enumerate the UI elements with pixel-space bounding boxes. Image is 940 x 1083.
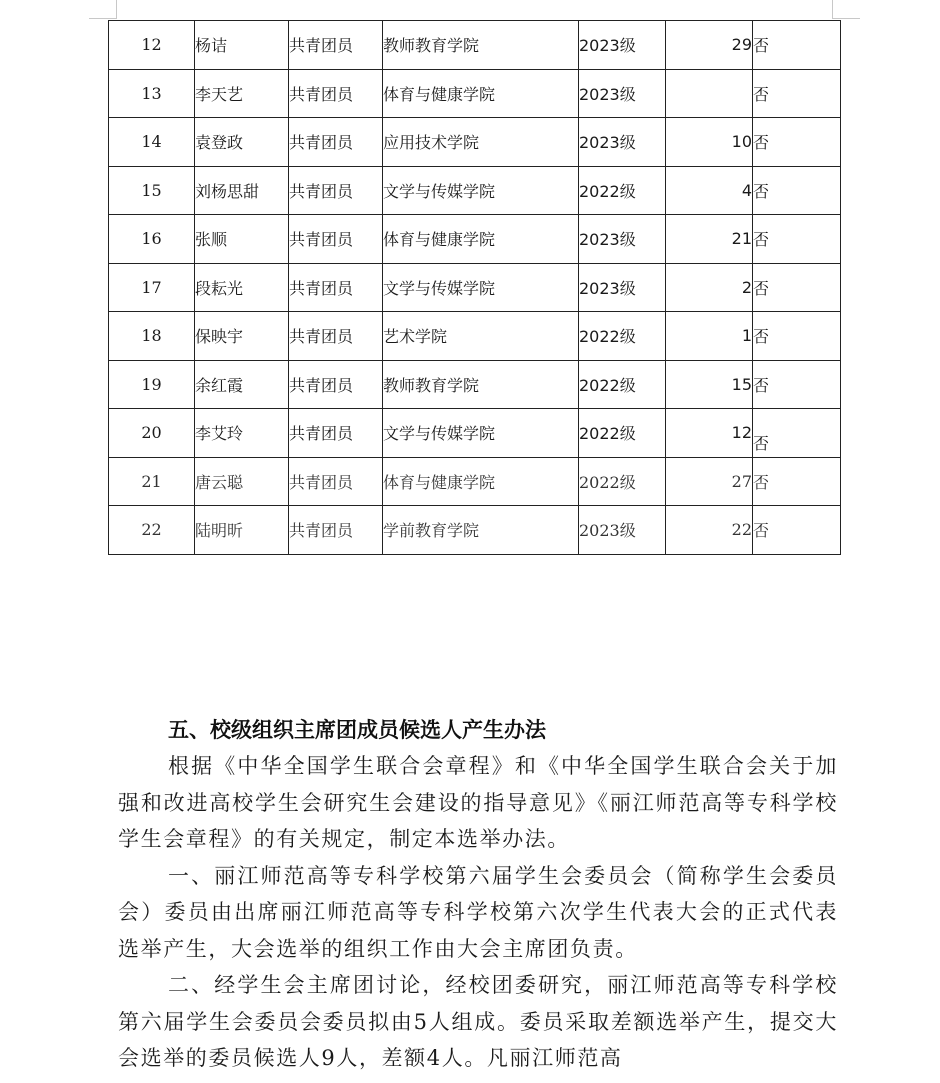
number-value-cell (666, 360, 753, 409)
row-number: 21 (141, 471, 162, 491)
student-name-cell (195, 215, 289, 264)
table-row (109, 166, 841, 215)
college-name: 体育与健康学院 (383, 84, 496, 104)
student-name: 陆明昕 (195, 521, 244, 541)
flag-value: 否 (753, 375, 770, 395)
row-number: 20 (141, 423, 162, 443)
political-status-cell (289, 409, 383, 458)
grade-year: 2023级 (579, 133, 636, 153)
student-name-cell (195, 263, 289, 312)
student-name-cell (195, 506, 289, 555)
flag-value: 否 (753, 84, 770, 104)
row-number-cell (109, 263, 195, 312)
college-name: 艺术学院 (383, 327, 448, 347)
number-value: 27 (731, 471, 752, 491)
page-corner-mark-left (89, 0, 117, 19)
row-number-cell (109, 312, 195, 361)
table-row (109, 409, 841, 458)
college-name-cell (383, 166, 579, 215)
grade-year: 2022级 (579, 472, 636, 492)
grade-year-cell (579, 166, 666, 215)
flag-value: 否 (753, 521, 770, 541)
flag-value-cell (753, 118, 841, 167)
grade-year-cell (579, 360, 666, 409)
number-value-cell (666, 312, 753, 361)
row-number-cell (109, 360, 195, 409)
number-value: 22 (731, 520, 752, 540)
grade-year-cell (579, 215, 666, 264)
college-name: 学前教育学院 (383, 521, 480, 541)
grade-year: 2023级 (579, 230, 636, 250)
flag-value-cell (753, 506, 841, 555)
grade-year: 2022级 (579, 327, 636, 347)
political-status: 共青团员 (289, 278, 354, 298)
student-name: 李艾玲 (195, 424, 244, 444)
political-status: 共青团员 (289, 327, 354, 347)
political-status-cell (289, 21, 383, 70)
college-name: 文学与传媒学院 (383, 424, 496, 444)
flag-value-cell (753, 215, 841, 264)
political-status-cell (289, 166, 383, 215)
student-name-cell (195, 69, 289, 118)
row-number: 14 (141, 132, 162, 152)
college-name: 教师教育学院 (383, 36, 480, 56)
row-number: 16 (141, 229, 162, 249)
political-status: 共青团员 (289, 84, 354, 104)
student-name-cell (195, 166, 289, 215)
political-status-cell (289, 215, 383, 264)
grade-year: 2023级 (579, 36, 636, 56)
grade-year-cell (579, 506, 666, 555)
number-value: 4 (741, 180, 752, 200)
college-name: 体育与健康学院 (383, 472, 496, 492)
college-name-cell (383, 409, 579, 458)
number-value-cell (666, 69, 753, 118)
row-number-cell (109, 69, 195, 118)
political-status-cell (289, 457, 383, 506)
row-number-cell (109, 409, 195, 458)
student-name-cell (195, 457, 289, 506)
political-status: 共青团员 (289, 424, 354, 444)
number-value-cell (666, 457, 753, 506)
college-name-cell (383, 21, 579, 70)
college-name-cell (383, 69, 579, 118)
flag-value-cell (753, 69, 841, 118)
row-number: 18 (141, 326, 162, 346)
row-number-cell (109, 21, 195, 70)
student-name: 唐云聪 (195, 472, 244, 492)
row-number: 22 (141, 520, 162, 540)
political-status-cell (289, 360, 383, 409)
political-status: 共青团员 (289, 36, 354, 56)
college-name-cell (383, 118, 579, 167)
flag-value-cell (753, 21, 841, 70)
college-name: 教师教育学院 (383, 375, 480, 395)
number-value: 12 (731, 423, 752, 443)
student-name: 段耘光 (195, 278, 244, 298)
flag-value: 否 (753, 472, 770, 492)
candidate-table-body (109, 21, 841, 555)
flag-value-cell (753, 263, 841, 312)
student-name: 刘杨思甜 (195, 181, 260, 201)
paragraph: 一、丽江师范高等专科学校第六届学生会委员会（简称学生会委员会）委员由出席丽江师范高等专科学校第六次学生代表大会的正式代表选举产生，大会选举的组织工作由大会主席团负责。 (118, 863, 838, 961)
political-status: 共青团员 (289, 472, 354, 492)
table-row (109, 21, 841, 70)
student-name: 杨诘 (195, 36, 228, 56)
row-number: 15 (141, 180, 162, 200)
flag-value: 否 (753, 434, 770, 454)
document-body (118, 712, 838, 1077)
grade-year: 2023级 (579, 84, 636, 104)
student-name: 袁登政 (195, 133, 244, 153)
number-value: 2 (741, 277, 752, 297)
number-value-cell (666, 21, 753, 70)
grade-year-cell (579, 409, 666, 458)
table-row (109, 263, 841, 312)
flag-value: 否 (753, 181, 770, 201)
table-row (109, 69, 841, 118)
number-value-cell (666, 118, 753, 167)
student-name: 保映宇 (195, 327, 244, 347)
table-row (109, 506, 841, 555)
grade-year: 2022级 (579, 181, 636, 201)
grade-year-cell (579, 69, 666, 118)
political-status-cell (289, 263, 383, 312)
row-number: 12 (141, 35, 162, 55)
college-name: 体育与健康学院 (383, 230, 496, 250)
number-value-cell (666, 166, 753, 215)
flag-value-cell (753, 457, 841, 506)
flag-value: 否 (753, 133, 770, 153)
grade-year: 2022级 (579, 375, 636, 395)
paragraph: 二、经学生会主席团讨论，经校团委研究，丽江师范高等专科学校第六届学生会委员会委员拟由5人组成。委员采取差额选举产生，提交大会选举的委员候选人9人，差额4人。凡丽江师范高 (118, 973, 838, 1070)
grade-year-cell (579, 263, 666, 312)
flag-value: 否 (753, 230, 770, 250)
candidate-table (108, 20, 841, 555)
grade-year: 2023级 (579, 278, 636, 298)
table-row (109, 215, 841, 264)
table-row (109, 360, 841, 409)
student-name-cell (195, 21, 289, 70)
flag-value-cell (753, 166, 841, 215)
grade-year-cell (579, 21, 666, 70)
political-status-cell (289, 506, 383, 555)
grade-year-cell (579, 118, 666, 167)
political-status: 共青团员 (289, 230, 354, 250)
number-value-cell (666, 506, 753, 555)
college-name: 文学与传媒学院 (383, 181, 496, 201)
college-name-cell (383, 312, 579, 361)
political-status: 共青团员 (289, 133, 354, 153)
college-name-cell (383, 215, 579, 264)
row-number-cell (109, 457, 195, 506)
college-name: 应用技术学院 (383, 133, 480, 153)
flag-value-cell (753, 312, 841, 361)
grade-year-cell (579, 457, 666, 506)
row-number-cell (109, 215, 195, 264)
flag-value-cell (753, 409, 841, 458)
row-number-cell (109, 118, 195, 167)
row-number-cell (109, 506, 195, 555)
college-name-cell (383, 457, 579, 506)
college-name-cell (383, 360, 579, 409)
number-value-cell (666, 263, 753, 312)
grade-year: 2023级 (579, 521, 636, 541)
student-name-cell (195, 409, 289, 458)
political-status-cell (289, 69, 383, 118)
number-value: 1 (741, 326, 752, 346)
table-row (109, 457, 841, 506)
number-value: 10 (731, 132, 752, 152)
number-value: 29 (731, 35, 752, 55)
grade-year-cell (579, 312, 666, 361)
student-name-cell (195, 312, 289, 361)
student-name: 余红霞 (195, 375, 244, 395)
student-name-cell (195, 118, 289, 167)
number-value-cell (666, 409, 753, 458)
page-corner-mark-right (832, 0, 860, 19)
college-name-cell (383, 506, 579, 555)
row-number-cell (109, 166, 195, 215)
row-number: 17 (141, 277, 162, 297)
section-heading: 五、校级组织主席团成员候选人产生办法 (168, 718, 546, 742)
table-row (109, 118, 841, 167)
political-status: 共青团员 (289, 181, 354, 201)
row-number: 13 (141, 83, 162, 103)
political-status: 共青团员 (289, 521, 354, 541)
row-number: 19 (141, 374, 162, 394)
flag-value: 否 (753, 278, 770, 298)
college-name-cell (383, 263, 579, 312)
paragraph: 根据《中华全国学生联合会章程》和《中华全国学生联合会关于加强和改进高校学生会研究生会建设的指导意见》《丽江师范高等专科学校学生会章程》的有关规定，制定本选举办法。 (118, 754, 838, 851)
student-name: 李天艺 (195, 84, 244, 104)
number-value: 15 (731, 374, 752, 394)
political-status-cell (289, 312, 383, 361)
number-value-cell (666, 215, 753, 264)
student-name: 张顺 (195, 230, 228, 250)
flag-value: 否 (753, 36, 770, 56)
flag-value-cell (753, 360, 841, 409)
political-status: 共青团员 (289, 375, 354, 395)
number-value: 21 (731, 229, 752, 249)
political-status-cell (289, 118, 383, 167)
flag-value: 否 (753, 327, 770, 347)
table-row (109, 312, 841, 361)
college-name: 文学与传媒学院 (383, 278, 496, 298)
grade-year: 2022级 (579, 424, 636, 444)
student-name-cell (195, 360, 289, 409)
